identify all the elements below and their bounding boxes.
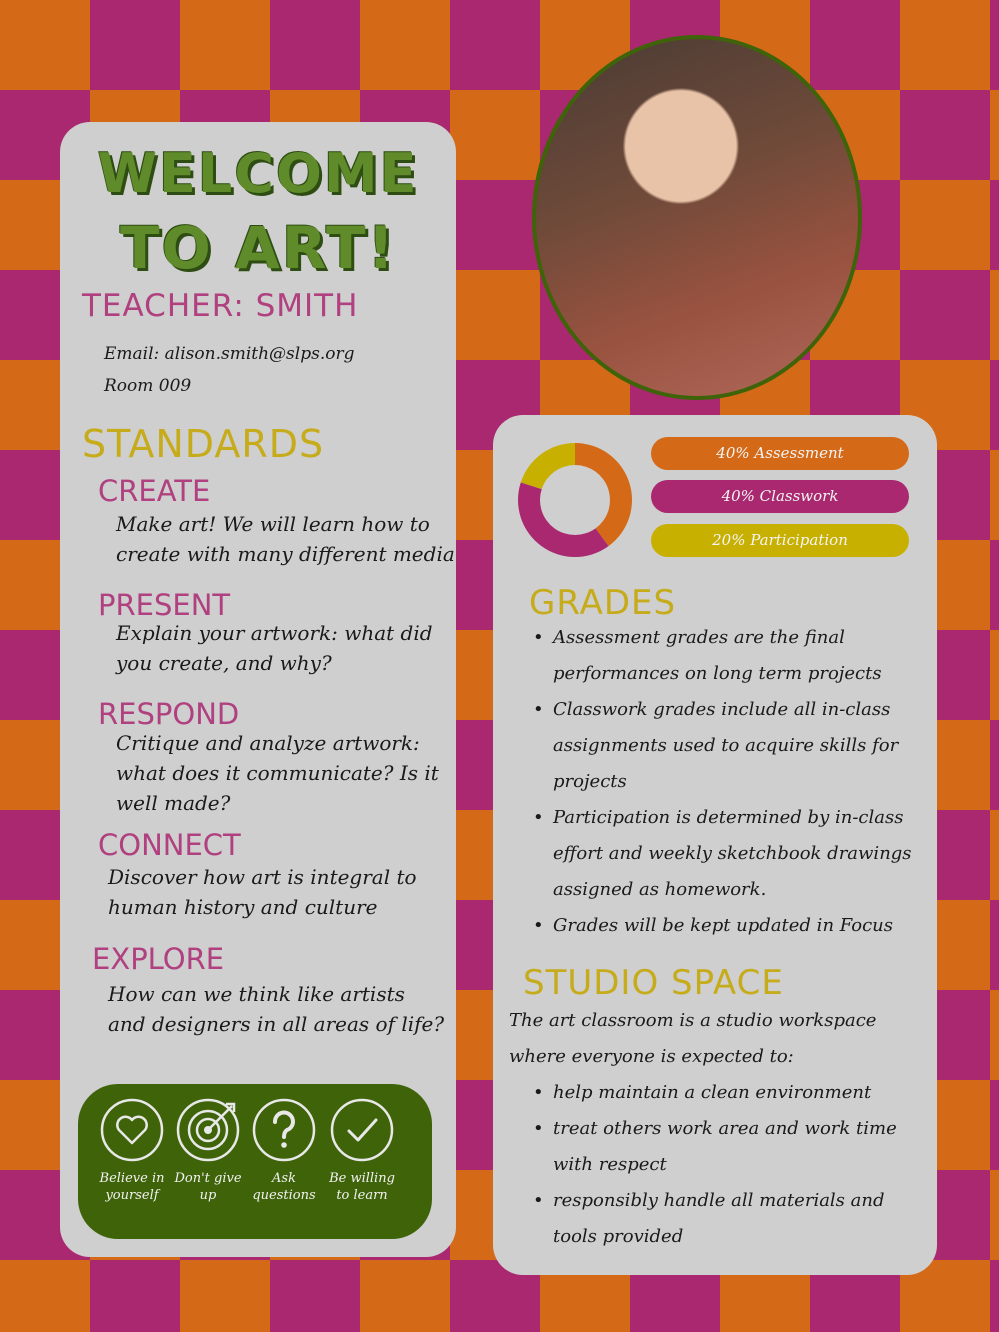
welcome-title-line1: WELCOME bbox=[97, 142, 419, 205]
standard-connect-text: Discover how art is integral to human history and culture bbox=[108, 865, 417, 919]
standard-respond-heading: RESPOND bbox=[98, 697, 240, 731]
welcome-title-line2: TO ART! bbox=[119, 214, 397, 282]
teacher-email: Email: alison.smith@slps.org bbox=[104, 344, 355, 364]
legend-classwork: 40% Classwork bbox=[651, 480, 909, 513]
standard-create-text: Make art! We will learn how to create with many different media bbox=[116, 512, 455, 566]
list-item: • Assessment grades are the final performances on long term projects bbox=[529, 620, 929, 692]
value-dont-give-up bbox=[168, 1098, 248, 1204]
value-label: Believe in yourself bbox=[99, 1171, 165, 1203]
value-ask-questions bbox=[244, 1098, 324, 1204]
donut-slice-classwork bbox=[518, 482, 609, 557]
list-item: • responsibly handle all materials and tools provided bbox=[529, 1183, 929, 1255]
donut-slice-assessment bbox=[575, 443, 632, 546]
standard-present-heading: PRESENT bbox=[98, 588, 231, 622]
value-label: Be willing to learn bbox=[329, 1171, 395, 1203]
standard-explore-heading: EXPLORE bbox=[92, 942, 225, 976]
legend-assessment: 40% Assessment bbox=[651, 437, 909, 470]
standard-respond-text: Critique and analyze artwork: what does it communicate? Is it well made? bbox=[116, 731, 439, 815]
studio-space-title: STUDIO SPACE bbox=[523, 963, 784, 1003]
standard-present-text: Explain your artwork: what did you create, and why? bbox=[116, 621, 433, 675]
question-icon bbox=[252, 1098, 316, 1162]
list-item: • Participation is determined by in-class effort and weekly sketchbook drawings assigned as homework. bbox=[529, 800, 929, 908]
standard-explore-text: How can we think like artists and designers in all areas of life? bbox=[108, 982, 445, 1036]
list-item: • Classwork grades include all in-class assignments used to acquire skills for projects bbox=[529, 692, 929, 800]
list-item: • help maintain a clean environment bbox=[529, 1075, 929, 1111]
legend-participation: 20% Participation bbox=[651, 524, 909, 557]
check-icon bbox=[330, 1098, 394, 1162]
left-panel bbox=[60, 122, 456, 1257]
values-box bbox=[78, 1084, 432, 1239]
donut-slice-participation bbox=[521, 443, 575, 489]
studio-list bbox=[529, 1075, 929, 1255]
teacher-photo bbox=[532, 35, 862, 400]
standard-create-heading: CREATE bbox=[98, 474, 211, 508]
heart-icon bbox=[100, 1098, 164, 1162]
right-panel bbox=[493, 415, 937, 1275]
value-label: Ask questions bbox=[252, 1171, 316, 1203]
grades-title: GRADES bbox=[529, 583, 677, 623]
grades-list bbox=[529, 620, 929, 944]
target-icon bbox=[176, 1098, 240, 1162]
room-number: Room 009 bbox=[104, 376, 192, 396]
list-item: • treat others work area and work time with respect bbox=[529, 1111, 929, 1183]
grade-weight-donut-chart bbox=[515, 440, 635, 560]
list-item: • Grades will be kept updated in Focus bbox=[529, 908, 929, 944]
value-willing-to-learn bbox=[322, 1098, 402, 1204]
value-label: Don't give up bbox=[174, 1171, 242, 1203]
studio-intro: The art classroom is a studio workspace where everyone is expected to: bbox=[509, 1010, 877, 1067]
standard-connect-heading: CONNECT bbox=[98, 828, 241, 862]
value-believe bbox=[92, 1098, 172, 1204]
teacher-name: TEACHER: SMITH bbox=[82, 288, 359, 324]
standards-title: STANDARDS bbox=[82, 422, 325, 466]
